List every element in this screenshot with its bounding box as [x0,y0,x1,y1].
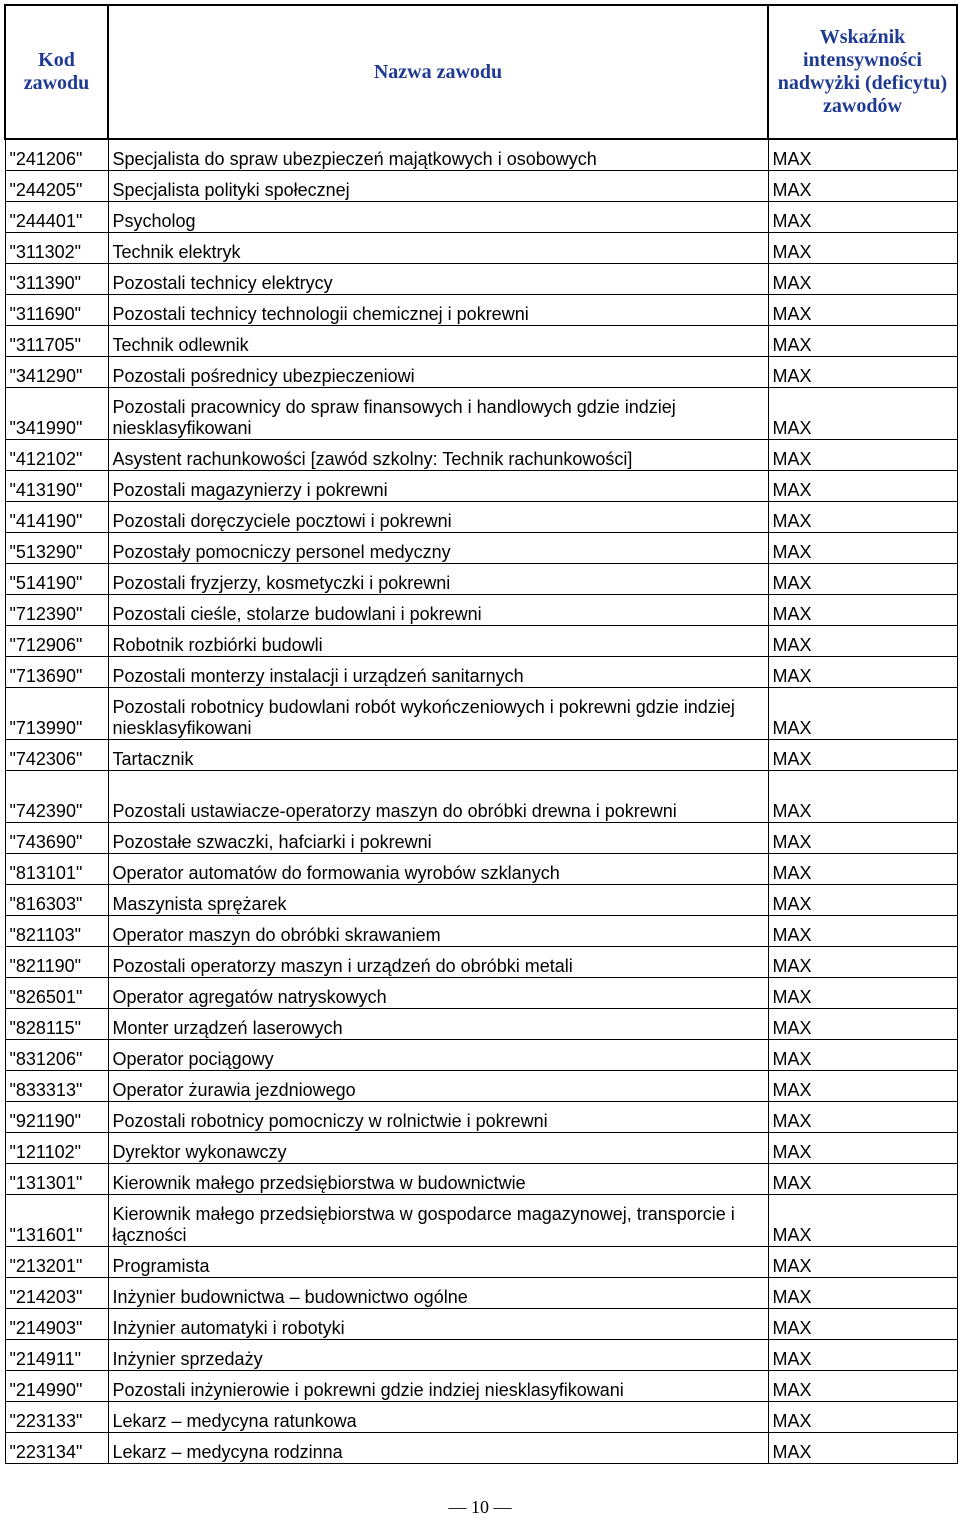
row-indicator: MAX [768,657,957,688]
row-name: Operator agregatów natryskowych [108,978,768,1009]
table-row [5,947,957,978]
row-name: Dyrektor wykonawczy [108,1133,768,1164]
row-name: Operator pociągowy [108,1040,768,1071]
row-name: Pozostały pomocniczy personel medyczny [108,533,768,564]
row-indicator: MAX [768,471,957,502]
table-row [5,326,957,357]
row-indicator: MAX [768,1278,957,1309]
table-row [5,1040,957,1071]
row-indicator: MAX [768,947,957,978]
row-code: "414190" [5,502,108,533]
row-name: Pozostali robotnicy pomocniczy w rolnictwie i pokrewni [108,1102,768,1133]
row-name: Pozostali pośrednicy ubezpieczeniowi [108,357,768,388]
table-row [5,1102,957,1133]
table-row [5,1164,957,1195]
row-code: "213201" [5,1247,108,1278]
row-indicator: MAX [768,1071,957,1102]
row-code: "214990" [5,1371,108,1402]
row-code: "713690" [5,657,108,688]
row-indicator: MAX [768,885,957,916]
table-row [5,295,957,326]
row-name: Lekarz – medycyna rodzinna [108,1433,768,1464]
row-code: "223134" [5,1433,108,1464]
row-code: "742390" [5,771,108,823]
table-row [5,471,957,502]
row-indicator: MAX [768,916,957,947]
row-code: "341990" [5,388,108,440]
row-code: "514190" [5,564,108,595]
row-code: "214911" [5,1340,108,1371]
row-name: Programista [108,1247,768,1278]
row-code: "813101" [5,854,108,885]
row-code: "223133" [5,1402,108,1433]
row-code: "413190" [5,471,108,502]
row-name: Inżynier automatyki i robotyki [108,1309,768,1340]
row-indicator: MAX [768,1133,957,1164]
table-row [5,854,957,885]
row-code: "311390" [5,264,108,295]
row-indicator: MAX [768,388,957,440]
row-code: "821103" [5,916,108,947]
row-indicator: MAX [768,171,957,202]
row-name: Pozostali operatorzy maszyn i urządzeń do obróbki metali [108,947,768,978]
row-indicator: MAX [768,564,957,595]
row-indicator: MAX [768,1309,957,1340]
row-name: Specjalista polityki społecznej [108,171,768,202]
row-code: "214203" [5,1278,108,1309]
row-name: Pozostali fryzjerzy, kosmetyczki i pokrewni [108,564,768,595]
table-row [5,1340,957,1371]
row-code: "241206" [5,139,108,171]
row-code: "821190" [5,947,108,978]
row-code: "412102" [5,440,108,471]
table-header [5,5,957,139]
row-code: "311302" [5,233,108,264]
row-name: Asystent rachunkowości [zawód szkolny: Technik rachunkowości] [108,440,768,471]
row-code: "921190" [5,1102,108,1133]
row-code: "826501" [5,978,108,1009]
row-name: Pozostali doręczyciele pocztowi i pokrewni [108,502,768,533]
header-code: Kod zawodu [5,5,108,139]
row-indicator: MAX [768,1402,957,1433]
row-name: Pozostali robotnicy budowlani robót wykończeniowych i pokrewni gdzie indziej niesklasyfikowani [108,688,768,740]
row-code: "244205" [5,171,108,202]
row-code: "341290" [5,357,108,388]
table-row [5,885,957,916]
row-indicator: MAX [768,771,957,823]
row-name: Pozostali monterzy instalacji i urządzeń sanitarnych [108,657,768,688]
row-code: "743690" [5,823,108,854]
table-row [5,1371,957,1402]
row-code: "121102" [5,1133,108,1164]
row-code: "311690" [5,295,108,326]
row-indicator: MAX [768,626,957,657]
row-code: "214903" [5,1309,108,1340]
row-indicator: MAX [768,295,957,326]
table-row [5,1195,957,1247]
row-name: Inżynier budownictwa – budownictwo ogólne [108,1278,768,1309]
row-name: Robotnik rozbiórki budowli [108,626,768,657]
row-name: Maszynista sprężarek [108,885,768,916]
table-row [5,771,957,823]
table-row [5,1247,957,1278]
row-name: Tartacznik [108,740,768,771]
row-indicator: MAX [768,1247,957,1278]
table-row [5,233,957,264]
row-code: "742306" [5,740,108,771]
row-name: Pozostałe szwaczki, hafciarki i pokrewni [108,823,768,854]
row-name: Pozostali technicy elektrycy [108,264,768,295]
row-code: "712906" [5,626,108,657]
row-code: "311705" [5,326,108,357]
row-name: Kierownik małego przedsiębiorstwa w gospodarce magazynowej, transporcie i łączności [108,1195,768,1247]
row-code: "831206" [5,1040,108,1071]
row-code: "828115" [5,1009,108,1040]
row-indicator: MAX [768,688,957,740]
table-row [5,1402,957,1433]
row-name: Operator automatów do formowania wyrobów szklanych [108,854,768,885]
row-name: Technik odlewnik [108,326,768,357]
table-row [5,202,957,233]
row-indicator: MAX [768,1040,957,1071]
table-row [5,264,957,295]
row-name: Operator żurawia jezdniowego [108,1071,768,1102]
row-indicator: MAX [768,533,957,564]
row-indicator: MAX [768,264,957,295]
row-code: "833313" [5,1071,108,1102]
table-row [5,533,957,564]
row-indicator: MAX [768,740,957,771]
row-indicator: MAX [768,502,957,533]
row-indicator: MAX [768,233,957,264]
table-row [5,440,957,471]
row-indicator: MAX [768,1102,957,1133]
row-name: Pozostali pracownicy do spraw finansowych i handlowych gdzie indziej niesklasyfikowani [108,388,768,440]
table-row [5,564,957,595]
row-name: Pozostali technicy technologii chemicznej i pokrewni [108,295,768,326]
header-row [5,5,957,139]
table-row [5,388,957,440]
row-name: Kierownik małego przedsiębiorstwa w budownictwie [108,1164,768,1195]
row-indicator: MAX [768,978,957,1009]
row-code: "131301" [5,1164,108,1195]
table-row [5,916,957,947]
table-row [5,502,957,533]
row-code: "816303" [5,885,108,916]
row-indicator: MAX [768,1433,957,1464]
row-name: Psycholog [108,202,768,233]
occupations-table [4,4,958,1464]
row-code: "712390" [5,595,108,626]
page-number: — 10 — [448,1497,512,1517]
row-name: Inżynier sprzedaży [108,1340,768,1371]
row-code: "513290" [5,533,108,564]
table-row [5,1009,957,1040]
table-row [5,1133,957,1164]
row-indicator: MAX [768,595,957,626]
row-name: Pozostali magazynierzy i pokrewni [108,471,768,502]
row-code: "131601" [5,1195,108,1247]
row-name: Lekarz – medycyna ratunkowa [108,1402,768,1433]
table-row [5,171,957,202]
row-indicator: MAX [768,1371,957,1402]
row-indicator: MAX [768,326,957,357]
table-row [5,1433,957,1464]
table-row [5,688,957,740]
row-indicator: MAX [768,202,957,233]
table-row [5,1309,957,1340]
row-code: "244401" [5,202,108,233]
table-row [5,978,957,1009]
row-indicator: MAX [768,1164,957,1195]
row-code: "713990" [5,688,108,740]
row-name: Specjalista do spraw ubezpieczeń majątkowych i osobowych [108,139,768,171]
table-row [5,823,957,854]
row-indicator: MAX [768,1340,957,1371]
row-name: Operator maszyn do obróbki skrawaniem [108,916,768,947]
row-name: Pozostali ustawiacze-operatorzy maszyn do obróbki drewna i pokrewni [108,771,768,823]
row-indicator: MAX [768,440,957,471]
table-row [5,1071,957,1102]
row-name: Pozostali cieśle, stolarze budowlani i pokrewni [108,595,768,626]
table-row [5,595,957,626]
row-name: Technik elektryk [108,233,768,264]
header-name: Nazwa zawodu [108,5,768,139]
table-row [5,139,957,171]
table-row [5,657,957,688]
table-row [5,740,957,771]
header-indicator: Wskaźnik intensywności nadwyżki (deficytu) zawodów [768,5,957,139]
table-row [5,1278,957,1309]
row-indicator: MAX [768,1009,957,1040]
row-name: Pozostali inżynierowie i pokrewni gdzie indziej niesklasyfikowani [108,1371,768,1402]
row-indicator: MAX [768,357,957,388]
row-indicator: MAX [768,1195,957,1247]
row-indicator: MAX [768,139,957,171]
row-indicator: MAX [768,854,957,885]
row-name: Monter urządzeń laserowych [108,1009,768,1040]
table-row [5,626,957,657]
table-row [5,357,957,388]
row-indicator: MAX [768,823,957,854]
table-body [5,139,957,1464]
